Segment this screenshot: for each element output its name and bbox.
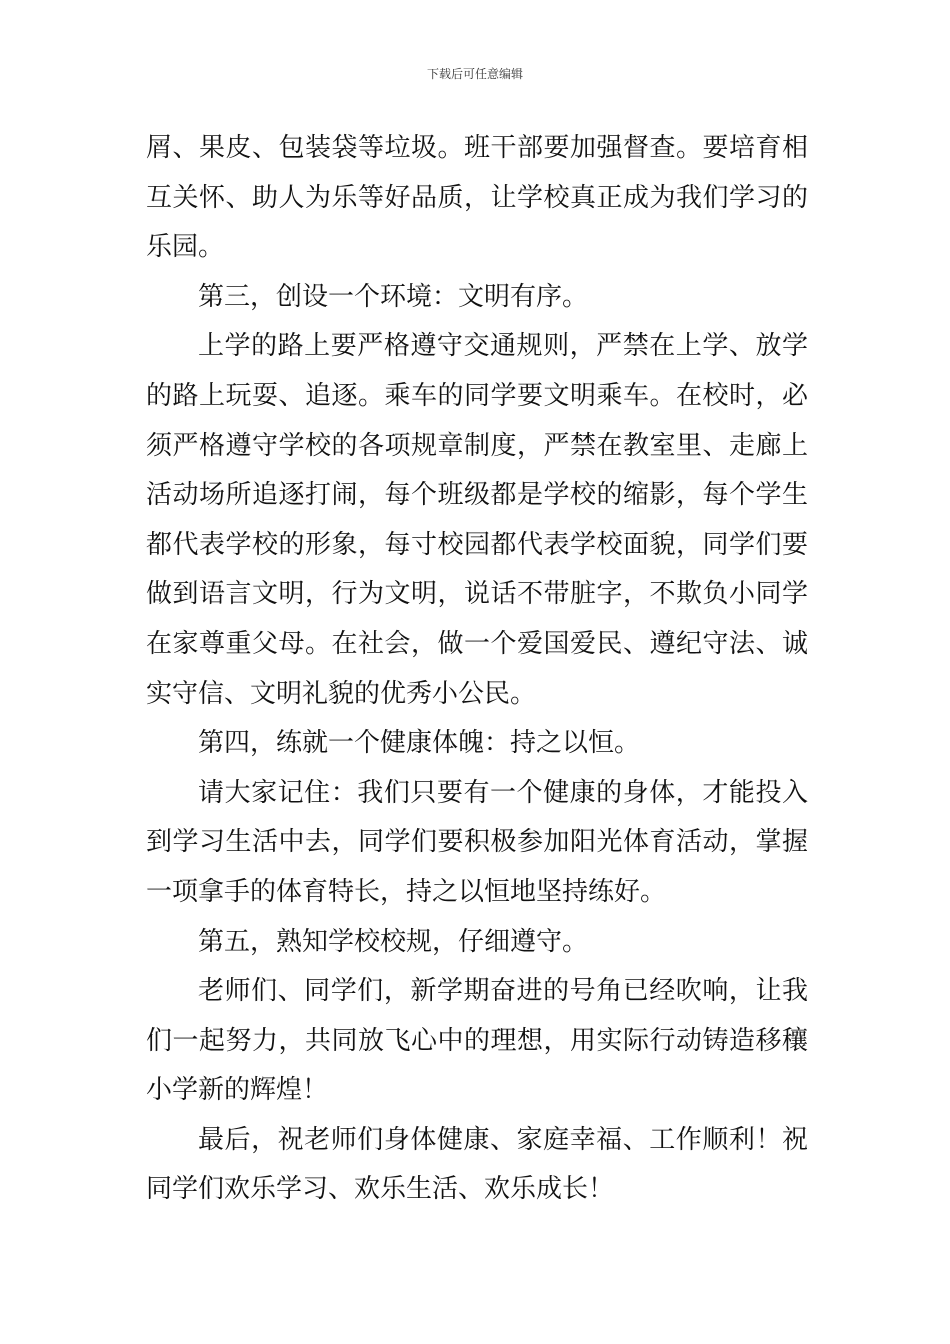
page-header: 下载后可任意编辑 <box>426 67 523 81</box>
section-heading-4: 第四，练就一个健康体魄：持之以恒。 <box>198 728 641 759</box>
section-heading-3: 第三，创设一个环境：文明有序。 <box>198 281 589 312</box>
section-heading-5: 第五，熟知学校校规，仔细遵守。 <box>198 926 589 957</box>
document-body <box>146 124 808 1215</box>
paragraph-4: 老师们、同学们，新学期奋进的号角已经吹响，让我们一起努力，共同放飞心中的理想，用实际行动铸造移穰小学新的辉煌！ <box>146 976 808 1106</box>
paragraph-1: 屑、果皮、包装袋等垃圾。班干部要加强督查。要培育相互关怀、助人为乐等好品质，让学校真正成为我们学习的乐园。 <box>146 133 808 263</box>
paragraph-3: 请大家记住：我们只要有一个健康的身体，才能投入到学习生活中去，同学们要积极参加阳光体育活动，掌握一项拿手的体育特长，持之以恒地坚持练好。 <box>146 777 808 907</box>
paragraph-2: 上学的路上要严格遵守交通规则，严禁在上学、放学的路上玩耍、追逐。乘车的同学要文明乘车。在校时，必须严格遵守学校的各项规章制度，严禁在教室里、走廊上活动场所追逐打闹，每个班级都是学校的缩影，每个学生都代表学校的形象，每寸校园都代表学校面貌，同学们要做到语言文明，行为文明，说话不带脏字，不欺负小同学在家尊重父母。在社会，做一个爱国爱民、遵纪守法、诚实守信、文明礼貌的优秀小公民。 <box>146 331 808 709</box>
paragraph-5: 最后，祝老师们身体健康、家庭幸福、工作顺利！祝同学们欢乐学习、欢乐生活、欢乐成长！ <box>146 1124 808 1205</box>
